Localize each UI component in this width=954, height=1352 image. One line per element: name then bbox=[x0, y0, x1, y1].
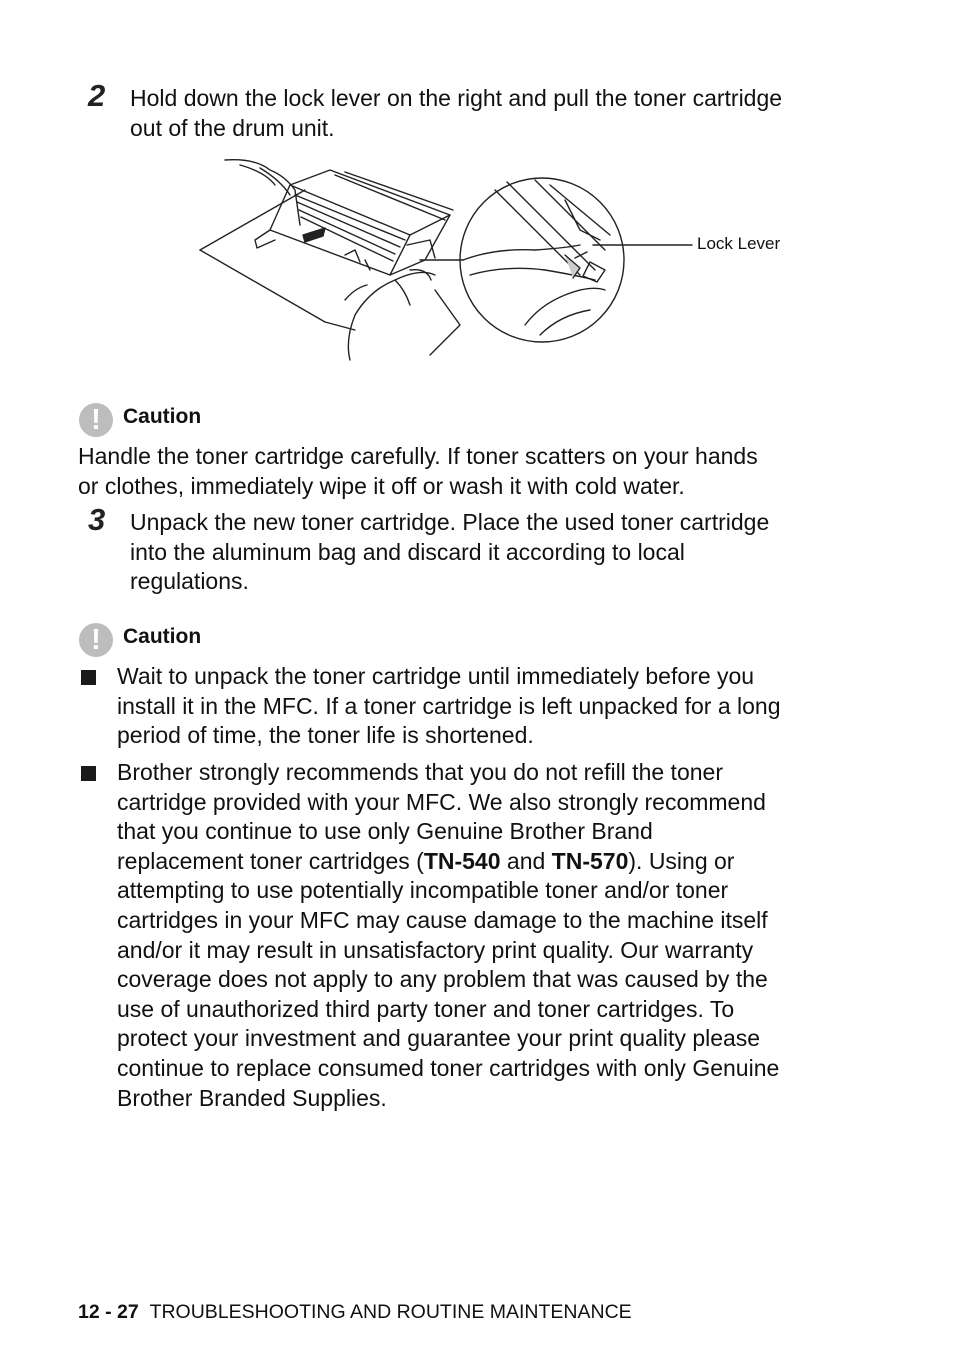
lock-lever-label: Lock Lever bbox=[697, 234, 781, 253]
page-number: 12 - 27 bbox=[78, 1301, 139, 1323]
bullet-2-line: continue to replace consumed toner cartridges with only Genuine bbox=[117, 1054, 780, 1081]
caution-2-bullet-2 bbox=[117, 758, 779, 1113]
bullet-2-line bbox=[117, 847, 779, 877]
caution-1-line: Handle the toner cartridge carefully. If toner scatters on your hands bbox=[78, 443, 758, 469]
caution-2-bullet-1 bbox=[117, 662, 781, 751]
caution-icon: ! bbox=[79, 403, 113, 437]
step-number-2: 2 bbox=[88, 78, 106, 113]
step-3-line: regulations. bbox=[130, 568, 249, 595]
bullet-2-line: and/or it may result in unsatisfactory print quality. Our warranty bbox=[117, 936, 754, 963]
step-3-line: into the aluminum bag and discard it according to local bbox=[130, 538, 685, 565]
step-2-line: Hold down the lock lever on the right and pull the toner cartridge bbox=[130, 85, 783, 111]
model-tn570: TN-570 bbox=[551, 847, 629, 874]
bullet-2-text: replacement toner cartridges ( bbox=[117, 847, 424, 874]
step-3-line: Unpack the new toner cartridge. Place the used toner cartridge bbox=[130, 509, 770, 535]
bullet-2-line: that you continue to use only Genuine Brother Brand bbox=[117, 818, 653, 845]
bullet-2-line: coverage does not apply to any problem that was caused by the bbox=[117, 966, 768, 993]
toner-removal-illustration bbox=[195, 150, 795, 370]
step-2-line: out of the drum unit. bbox=[130, 114, 335, 141]
bullet-1-line: Wait to unpack the toner cartridge until immediately before you bbox=[117, 663, 755, 689]
step-3-text bbox=[130, 508, 769, 597]
caution-icon: ! bbox=[79, 623, 113, 657]
bullet-2-line: Brother strongly recommends that you do not refill the toner bbox=[117, 759, 723, 785]
bullet-2-text: ). Using or bbox=[628, 847, 735, 874]
step-2-text bbox=[130, 84, 782, 143]
bullet-square-icon bbox=[81, 766, 96, 781]
bullet-2-line: protect your investment and guarantee your print quality please bbox=[117, 1025, 761, 1052]
caution-label: Caution bbox=[123, 405, 202, 428]
model-tn540: TN-540 bbox=[423, 847, 501, 874]
bullet-2-line: Brother Branded Supplies. bbox=[117, 1084, 387, 1111]
caution-1-text bbox=[78, 442, 758, 501]
caution-1-line: or clothes, immediately wipe it off or wash it with cold water. bbox=[78, 472, 685, 499]
section-title: TROUBLESHOOTING AND ROUTINE MAINTENANCE bbox=[149, 1301, 632, 1323]
bullet-2-line: cartridge provided with your MFC. We also strongly recommend bbox=[117, 788, 766, 815]
bullet-2-line: attempting to use potentially incompatible toner and/or toner bbox=[117, 877, 729, 904]
page-footer bbox=[78, 1301, 632, 1324]
bullet-square-icon bbox=[81, 670, 96, 685]
bullet-2-line: cartridges in your MFC may cause damage to the machine itself bbox=[117, 906, 768, 933]
step-number-3: 3 bbox=[88, 502, 106, 537]
bullet-1-line: install it in the MFC. If a toner cartridge is left unpacked for a long bbox=[117, 692, 781, 719]
bullet-1-line: period of time, the toner life is shortened. bbox=[117, 722, 534, 749]
caution-label: Caution bbox=[123, 625, 202, 648]
bullet-2-text: and bbox=[500, 847, 552, 874]
bullet-2-line: use of unauthorized third party toner and toner cartridges. To bbox=[117, 995, 735, 1022]
